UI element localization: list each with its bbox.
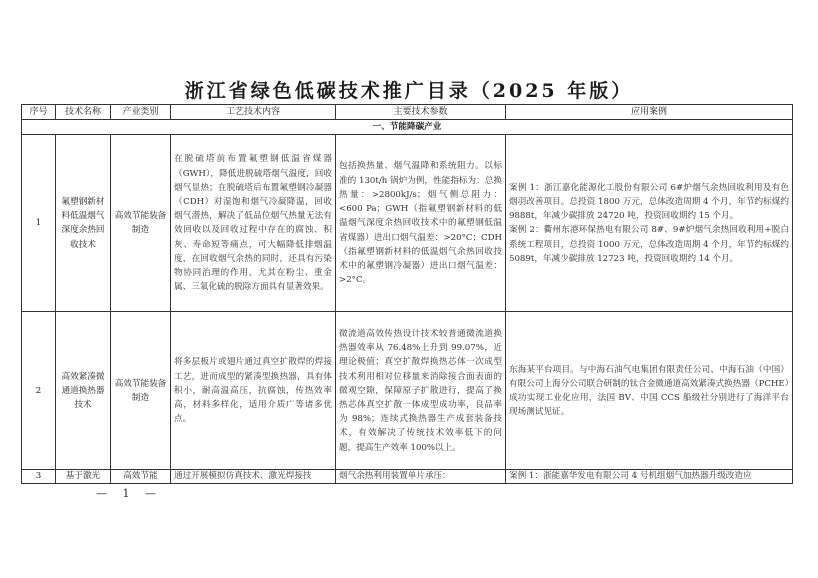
header-category: 产业类别 bbox=[111, 105, 171, 120]
section-title: 一、节能降碳产业 bbox=[22, 120, 793, 135]
table-row bbox=[22, 470, 793, 484]
case-item: 案例 2：衢州东港环保热电有限公司 8#、9#炉烟气余热回收利用+脱白系统工程项目，总投资 1000 万元，总体改造周期 4 个月，年节约标煤约 5089t，年减少碳排放 12723 吨，投资回收期约 14 个月。 bbox=[509, 225, 789, 264]
row-category: 高效节能装备制造 bbox=[111, 312, 171, 470]
header-params: 主要技术参数 bbox=[336, 105, 506, 120]
row-process: 通过开展模拟仿真技术、激光焊接技 bbox=[171, 470, 336, 484]
row-process: 在脱硫塔前布置氟塑钢低温省煤器（GWH），降低进脱硫塔烟气温度，回收烟气显热；在脱硫塔后布置氟塑钢冷凝器（CDH）对湿饱和烟气冷凝降温，回收烟气潜热，解决了低品位烟气热量无法有效回收以及回收过程中存在的腐蚀、积灰、寿命短等痛点，可大幅降低排烟温度，在回收烟气余热的同时，还具有污染物协同治理的作用，尤其在粉尘、重金属、三氧化硫的脱除方面具有显著效果。 bbox=[171, 135, 336, 312]
section-row bbox=[22, 120, 793, 135]
table-row bbox=[22, 312, 793, 470]
row-cases bbox=[506, 312, 793, 470]
row-category: 高效节能 bbox=[111, 470, 171, 484]
row-tech-name: 氟塑钢新材料低温烟气深度余热回收技术 bbox=[56, 135, 111, 312]
header-process: 工艺技术内容 bbox=[171, 105, 336, 120]
case-item: 东海某平台项目。与中海石油气电集团有限责任公司、中海石油（中国）有限公司上海分公司联合研制的钛合金微通道高效紧凑式换热器（PCHE）成功实现工业化应用，法国 BV、中国 CCS 船级社分别进行了海洋平台现场测试见证。 bbox=[509, 364, 789, 418]
table-row bbox=[22, 135, 793, 312]
row-tech-name: 基于激光 bbox=[56, 470, 111, 484]
row-no: 1 bbox=[22, 135, 56, 312]
header-no: 序号 bbox=[22, 105, 56, 120]
case-item: 案例 1：浙能嘉华发电有限公司 4 号机组烟气加热器升级改造应 bbox=[509, 471, 752, 482]
table-header-row bbox=[22, 105, 793, 120]
header-cases: 应用案例 bbox=[506, 105, 793, 120]
row-tech-name: 高效紧凑微通道换热器技术 bbox=[56, 312, 111, 470]
row-cases bbox=[506, 470, 793, 484]
case-item: 案例 1：浙江嘉化能源化工股份有限公司 6#炉烟气余热回收利用及有色烟羽改善项目。总投资 1800 万元，总体改造周期 4 个月，年节约标煤约 9888t，年减少碳排放 24720 吨，投资回收期约 15 个月。 bbox=[509, 182, 789, 222]
row-no: 3 bbox=[22, 470, 56, 484]
row-params: 烟气余热利用装置单片承压： bbox=[336, 470, 506, 484]
row-cases bbox=[506, 135, 793, 312]
page-number: — 1 — bbox=[96, 487, 162, 500]
technology-catalog-table bbox=[21, 104, 793, 484]
row-params: 包括换热量、烟气温降和系统阻力。以标准的 130t/h 锅炉为例，性能指标为：总换热量：>2800kJ/s；烟气侧总阻力：<600 Pa；GWH（指氟塑钢新材料的低温烟气深度余热回收技术中的氟塑钢低温省煤器）进出口烟气温差：>20°C；CDH（指氟塑钢新材料的低温烟气余热回收技术中的氟塑钢冷凝器）进出口烟气温差：>2°C。 bbox=[336, 135, 506, 312]
document-title: 浙江省绿色低碳技术推广目录（2025 年版） bbox=[184, 80, 634, 102]
row-params: 微流道高效传热设计技术较普通微流道换热器效率从 76.48%上升到 99.07%，近理论极值；真空扩散焊换热芯体一次成型技术利用相对位移量来消除接合面表面的微观空隙，保障原子扩散进行，提高了换热芯体真空扩散一体成型成功率，良品率为 98%；连续式换热器生产成套装备技术，有效解决了传统技术效率低下的问题，提高生产效率 100%以上。 bbox=[336, 312, 506, 470]
row-no: 2 bbox=[22, 312, 56, 470]
row-category: 高效节能装备制造 bbox=[111, 135, 171, 312]
header-tech-name: 技术名称 bbox=[56, 105, 111, 120]
row-process: 将多层板片或翅片通过真空扩散焊的焊接工艺，进而成型的紧凑型换热器，具有体积小，耐高温高压，抗腐蚀，传热效率高，材料多样化，适用介质广等诸多优点。 bbox=[171, 312, 336, 470]
